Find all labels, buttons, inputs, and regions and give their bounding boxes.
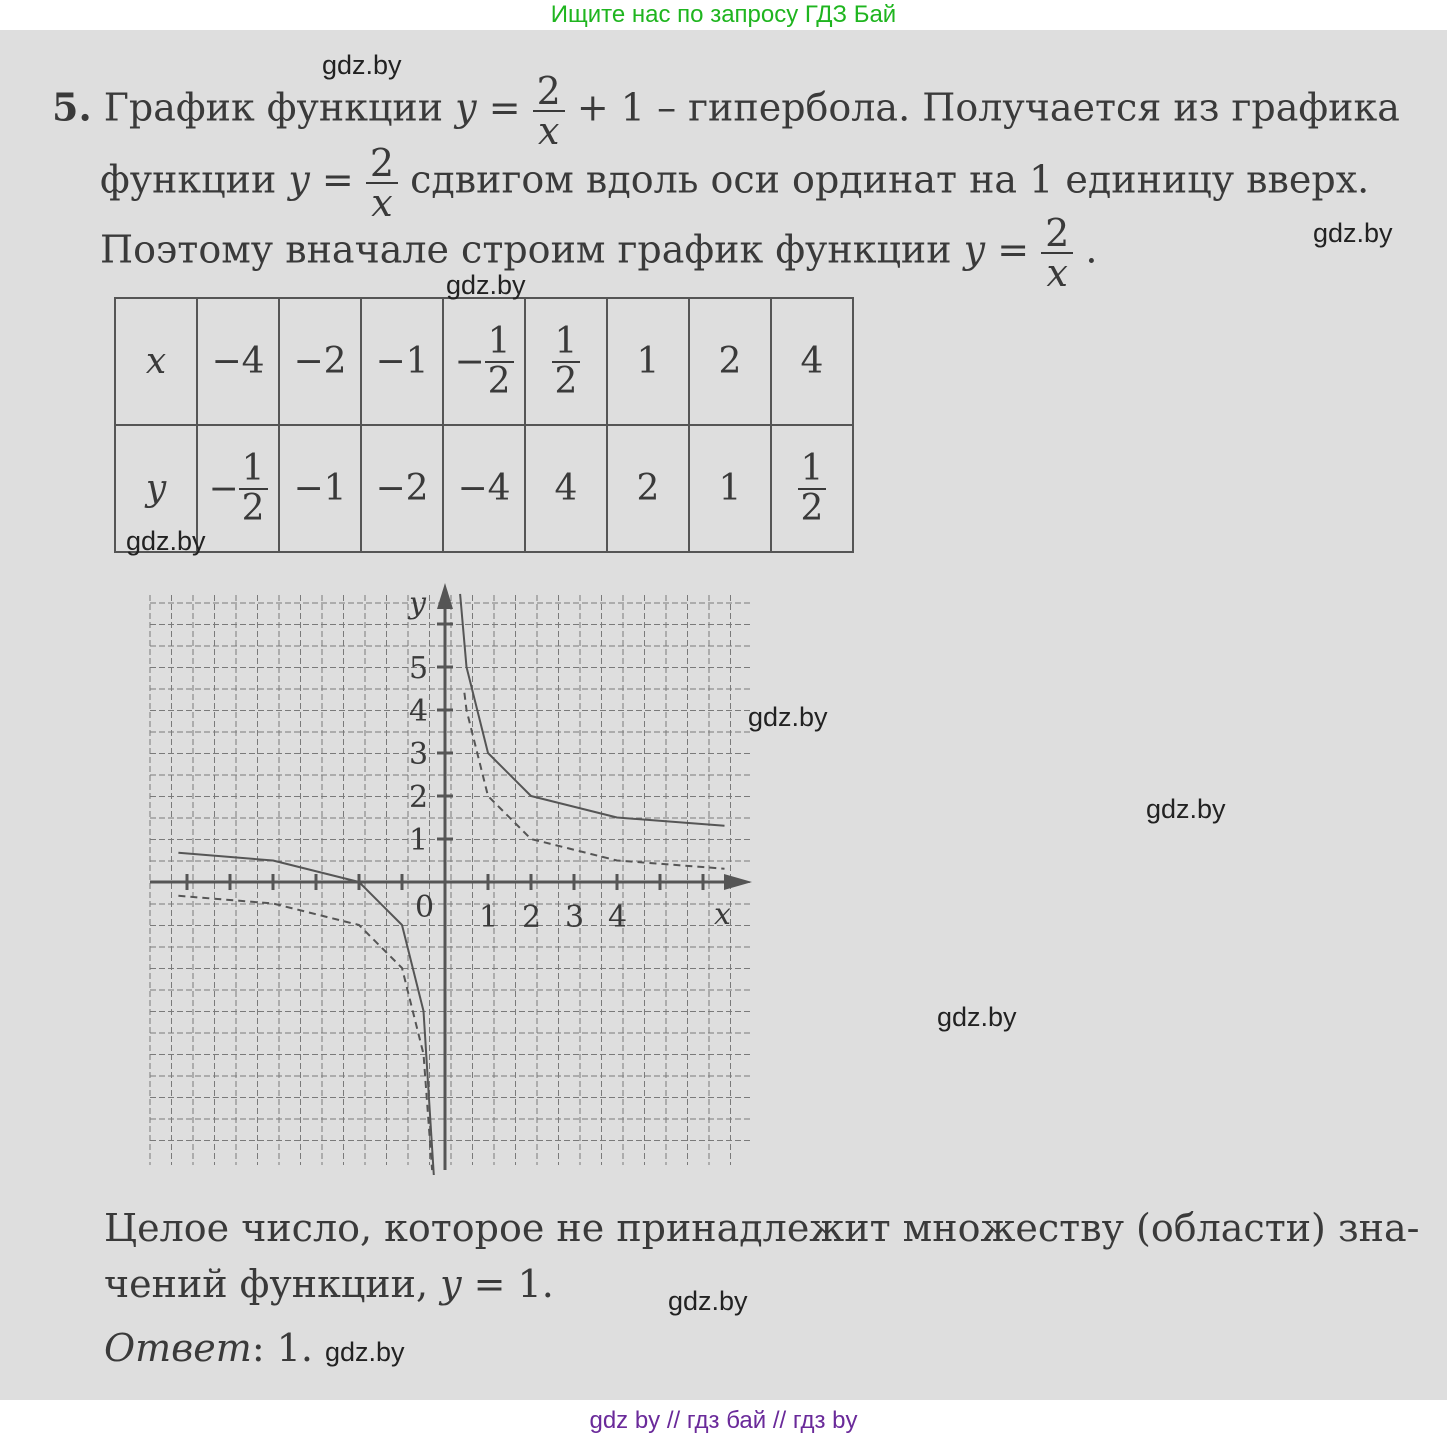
- problem-number: 5.: [52, 84, 92, 130]
- footer-links[interactable]: gdz by // гдз бай // гдз by: [0, 1400, 1447, 1439]
- watermark: gdz.by: [126, 526, 206, 556]
- fraction-denominator: 2: [485, 361, 514, 401]
- table-cell: 4: [771, 298, 853, 425]
- conclusion-line-2: чений функции, y = 1.: [104, 1262, 554, 1306]
- fraction-denominator: 2: [239, 488, 268, 528]
- table-header-x: x: [115, 298, 197, 425]
- table-cell: 2: [607, 425, 689, 552]
- fraction-denominator: 2: [798, 488, 827, 528]
- answer-label: Ответ: [104, 1326, 252, 1370]
- table-cell: −1: [361, 298, 443, 425]
- table-cell: [525, 298, 607, 425]
- x-axis-arrow: [724, 874, 752, 890]
- y-tick-label: 4: [409, 694, 429, 729]
- table-row-y: [115, 425, 853, 552]
- table-cell: −2: [279, 298, 361, 425]
- fraction-numerator: 1: [554, 320, 578, 362]
- table-cell: 2: [689, 298, 771, 425]
- watermark: gdz.by: [1146, 794, 1226, 824]
- problem-line-3: Поэтому вначале строим график функции y = $\frac{2}{x}$ .: [100, 211, 1098, 295]
- table-cell: 4: [525, 425, 607, 552]
- y-tick-label: 1: [409, 823, 429, 858]
- watermark: gdz.by: [322, 50, 402, 80]
- curve-y-2-over-x: [464, 693, 724, 869]
- watermark: gdz.by: [325, 1337, 405, 1367]
- table-cell: [443, 298, 525, 425]
- problem-line-2: функции y = $\frac{2}{x}$ сдвигом вдоль оси ординат на 1 единицу вверх.: [100, 141, 1370, 225]
- curve-y-2-over-x-plus-1: [178, 853, 434, 1175]
- fraction-2-over-x: $\frac{2}{x}$: [1041, 214, 1073, 292]
- fraction-numerator: 1: [241, 447, 265, 489]
- fraction-2-over-x: $\frac{2}{x}$: [366, 144, 398, 222]
- conclusion-line-1: Целое число, которое не принадлежит множеству (области) зна-: [104, 1206, 1420, 1250]
- curve-y-2-over-x-plus-1: [460, 594, 724, 826]
- table-header-y: y: [115, 425, 197, 552]
- watermark: gdz.by: [446, 270, 526, 300]
- table-cell: −4: [443, 425, 525, 552]
- table-cell: [771, 425, 853, 552]
- watermark: gdz.by: [1313, 218, 1393, 248]
- fraction: [552, 320, 581, 402]
- values-table: [114, 297, 854, 553]
- table-cell: [197, 425, 279, 552]
- y-axis-label: y: [409, 586, 426, 621]
- table-cell: −2: [361, 425, 443, 552]
- table-cell: 1: [689, 425, 771, 552]
- minus-sign: −: [454, 341, 485, 382]
- x-axis-label: x: [714, 897, 731, 932]
- fraction: [798, 447, 827, 529]
- y-tick-label: 3: [409, 737, 429, 772]
- x-tick-label: 3: [565, 900, 585, 935]
- fraction-numerator: 1: [487, 320, 511, 362]
- y-tick-label: 5: [409, 651, 429, 686]
- fraction: [485, 320, 514, 402]
- minus-sign: −: [208, 468, 239, 509]
- watermark: gdz.by: [748, 702, 828, 732]
- answer-value: : 1.: [251, 1326, 313, 1370]
- fraction-denominator: 2: [552, 361, 581, 401]
- hyperbola-graph: [140, 575, 770, 1175]
- fraction-numerator: 1: [800, 447, 824, 489]
- watermark: gdz.by: [668, 1286, 748, 1316]
- answer-line: [104, 1326, 313, 1370]
- table-row-x: [115, 298, 853, 425]
- watermark: gdz.by: [937, 1002, 1017, 1032]
- search-banner[interactable]: Ищите нас по запросу ГДЗ Бай: [0, 0, 1447, 30]
- x-tick-label: 1: [479, 900, 499, 935]
- table-cell: −4: [197, 298, 279, 425]
- x-tick-label: 2: [522, 900, 542, 935]
- problem-line-1: 5. График функции y = $\frac{2}{x}$ + 1 – гипербола. Получается из графика: [52, 69, 1400, 153]
- fraction-2-over-x: $\frac{2}{x}$: [533, 72, 565, 150]
- table-cell: 1: [607, 298, 689, 425]
- origin-label: 0: [415, 890, 435, 925]
- x-tick-label: 4: [608, 900, 628, 935]
- table-cell: −1: [279, 425, 361, 552]
- fraction: [239, 447, 268, 529]
- y-tick-label: 2: [409, 780, 429, 815]
